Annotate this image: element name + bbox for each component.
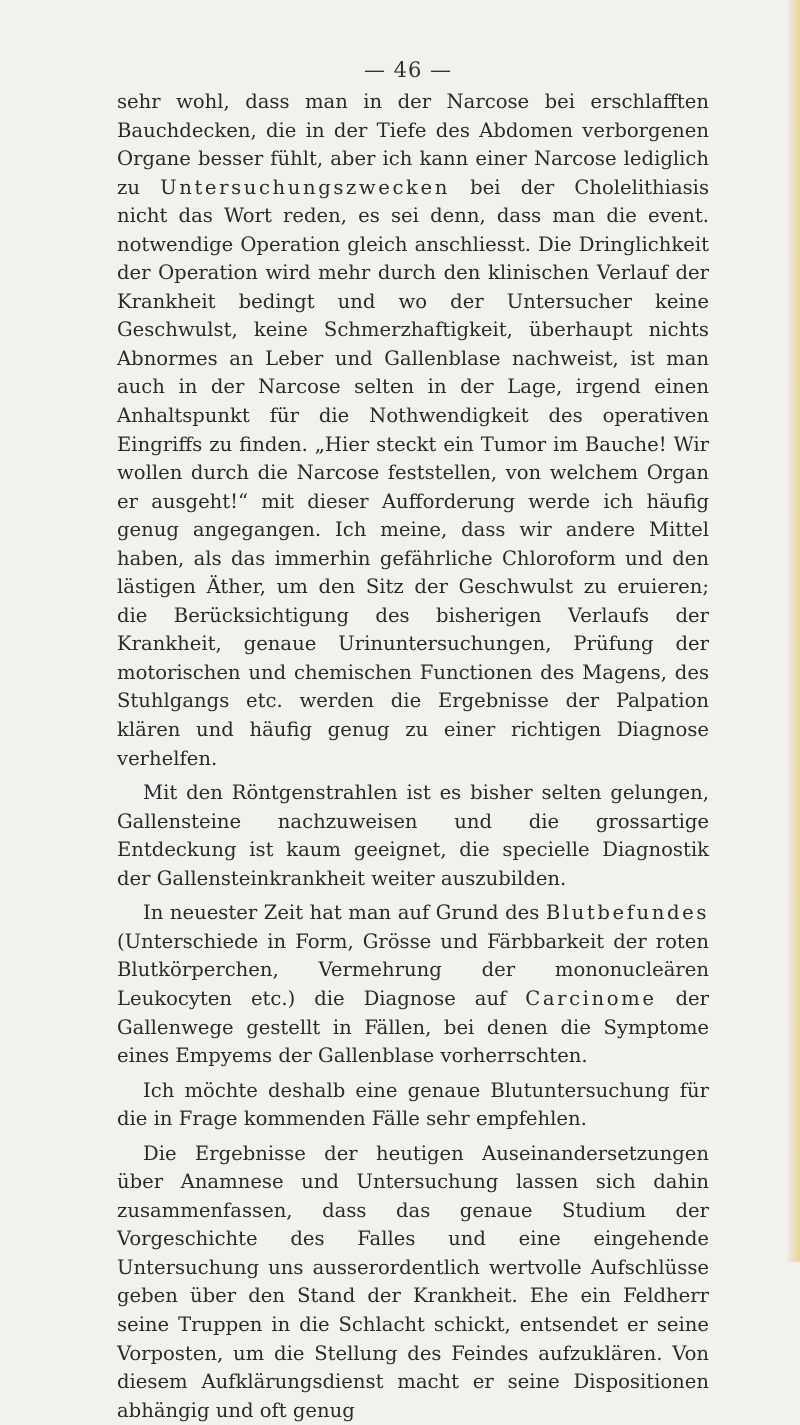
paragraph (117, 1077, 709, 1134)
paragraph (117, 1140, 709, 1425)
text-run: bei der Cholelithiasis nicht das Wort reden, es sei denn, dass man die event. notwendige Operation gleich anschliesst. Die Dringlichkeit der Operation wird mehr durch den klinischen Verlauf der Krankheit bedingt und wo der Untersucher keine Geschwulst, keine Schmerzhaftigkeit, überhaupt nichts Abnormes an Leber und Gallenblase nachweist, ist man auch in der Narcose selten in der Lage, irgend einen Anhaltspunkt für die Nothwendigkeit des operativen Eingriffs zu finden. „Hier steckt ein Tumor im Bauche! Wir wollen durch die Narcose feststellen, von welchem Organ er ausgeht!“ mit dieser Aufforderung werde ich häufig genug angegangen. Ich meine, dass wir andere Mittel haben, als das immerhin gefährliche Chloroform und den lästigen Äther, um den Sitz der Geschwulst zu eruieren; die Berücksichtigung des bisherigen Verlaufs der Krankheit, genaue Urinuntersuchungen, Prüfung der motorischen und chemischen Functionen des Magens, des Stuhlgangs etc. werden die Ergebnisse der Palpation klären und häufig genug zu einer richtigen Diagnose verhelfen. (117, 175, 710, 770)
page-edge (786, 0, 800, 1262)
spaced-text-run: Untersuchungszwecken (160, 175, 450, 199)
text-run: sehr wohl, dass man in der Narcose bei erschlafften Bauchdecken, die in der Tiefe des Abdomen verborgenen Organe besser fühlt, aber ich kann einer Narcose lediglich zu (117, 90, 709, 199)
spaced-text-run: Blutbefundes (545, 901, 709, 925)
text-run: Die Ergebnisse der heutigen Auseinandersetzungen über Anamnese und Untersuchung lassen sich dahin zusammenfassen, dass das genaue Studium der Vorgeschichte des Falles und eine eingehende Untersuchung uns ausserordentlich wertvolle Aufschlüsse geben über den Stand der Krankheit. Ehe ein Feldherr seine Truppen in die Schlacht schickt, entsendet er seine Vorposten, um die Stellung des Feindes aufzuklären. Von diesem Aufklärungsdienst macht er seine Dispositionen abhängig und oft genug (117, 1141, 709, 1422)
text-run: der Gallenwege gestellt in Fällen, bei denen die Symptome eines Empyems der Gallenblase vorherrschten. (117, 986, 709, 1068)
text-run: Mit den Röntgenstrahlen ist es bisher selten gelungen, Gallensteine nachzuweisen und die grossartige Entdeckung ist kaum geeignet, die specielle Diagnostik der Gallensteinkrankheit weiter auszubilden. (117, 781, 709, 890)
text-run: In neuester Zeit hat man auf Grund des (143, 901, 546, 925)
page-number: — 46 — (363, 58, 453, 82)
paragraph (117, 88, 709, 773)
body-text (117, 88, 709, 1425)
paragraph (117, 899, 709, 1070)
paragraph (117, 779, 709, 893)
spaced-text-run: Carcinome (525, 986, 657, 1010)
text-run: Ich möchte deshalb eine genaue Blutuntersuchung für die in Frage kommenden Fälle sehr empfehlen. (117, 1078, 709, 1131)
text-run: (Unterschiede in Form, Grösse und Färbbarkeit der roten Blutkörperchen, Vermehrung der mononucleären Leukocyten etc.) die Diagnose auf (117, 929, 709, 1010)
